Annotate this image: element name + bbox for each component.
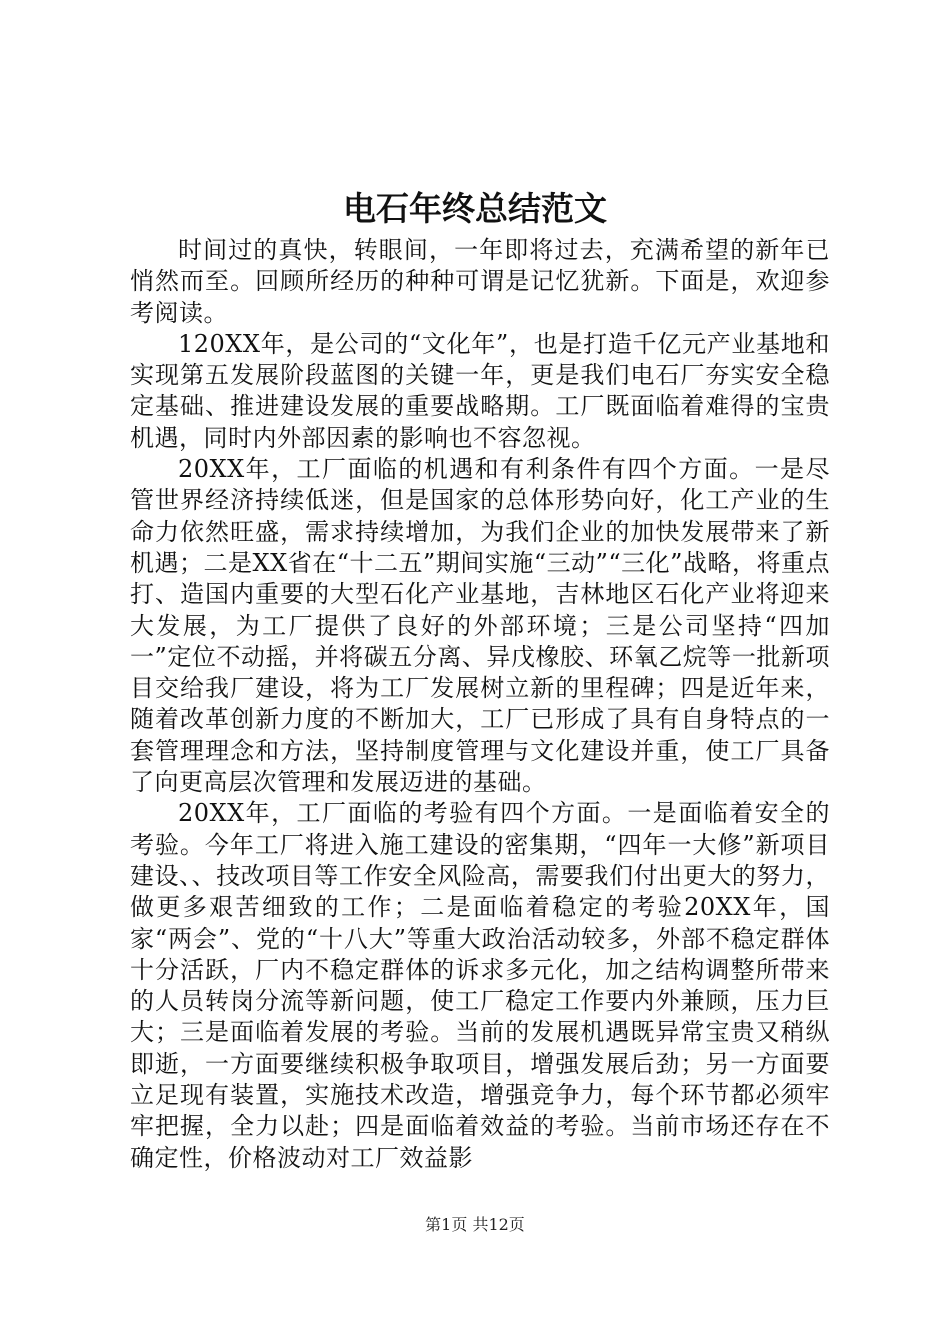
- page-footer: 第1页 共12页: [425, 1215, 525, 1234]
- document-body: [130, 235, 830, 1174]
- paragraph-intro: 时间过的真快，转眼间，一年即将过去，充满希望的新年已悄然而至。回顾所经历的种种可谓是记忆犹新。下面是，欢迎参考阅读。: [130, 236, 830, 327]
- paragraph-opportunities: 20XX年，工厂面临的机遇和有利条件有四个方面。一是尽管世界经济持续低迷，但是国家的总体形势向好，化工产业的生命力依然旺盛，需求持续增加，为我们企业的加快发展带来了新机遇；二是XX省在“十二五”期间实施“三动”“三化”战略，将重点打、造国内重要的大型石化产业基地，吉林地区石化产业将迎来大发展，为工厂提供了良好的外部环境；三是公司坚持“四加一”定位不动摇，并将碳五分离、异戊橡胶、环氧乙烷等一批新项目交给我厂建设，将为工厂发展树立新的里程碑；四是近年来，随着改革创新力度的不断加大，工厂已形成了具有自身特点的一套管理理念和方法，坚持制度管理与文化建设并重，使工厂具备了向更高层次管理和发展迈进的基础。: [130, 455, 830, 797]
- document-title: 电石年终总结范文: [343, 189, 607, 228]
- paragraph-challenges: 20XX年，工厂面临的考验有四个方面。一是面临着安全的考验。今年工厂将进入施工建设的密集期，“四年一大修”新项目建设、、技改项目等工作安全风险高，需要我们付出更大的努力，做更多艰苦细致的工作；二是面临着稳定的考验20XX年，国家“两会”、党的“十八大”等重大政治活动较多，外部不稳定群体十分活跃，厂内不稳定群体的诉求多元化，加之结构调整所带来的人员转岗分流等新问题，使工厂稳定工作要内外兼顾，压力巨大；三是面临着发展的考验。当前的发展机遇既异常宝贵又稍纵即逝，一方面要继续积极争取项目，增强发展后劲；另一方面要立足现有装置，实施技术改造，增强竞争力，每个环节都必须牢牢把握，全力以赴；四是面临着效益的考验。当前市场还存在不确定性，价格波动对工厂效益影: [130, 799, 830, 1172]
- paragraph-culture-year: 120XX年，是公司的“文化年”，也是打造千亿元产业基地和实现第五发展阶段蓝图的关键一年，更是我们电石厂夯实安全稳定基础、推进建设发展的重要战略期。工厂既面临着难得的宝贵机遇，同时内外部因素的影响也不容忽视。: [130, 329, 830, 452]
